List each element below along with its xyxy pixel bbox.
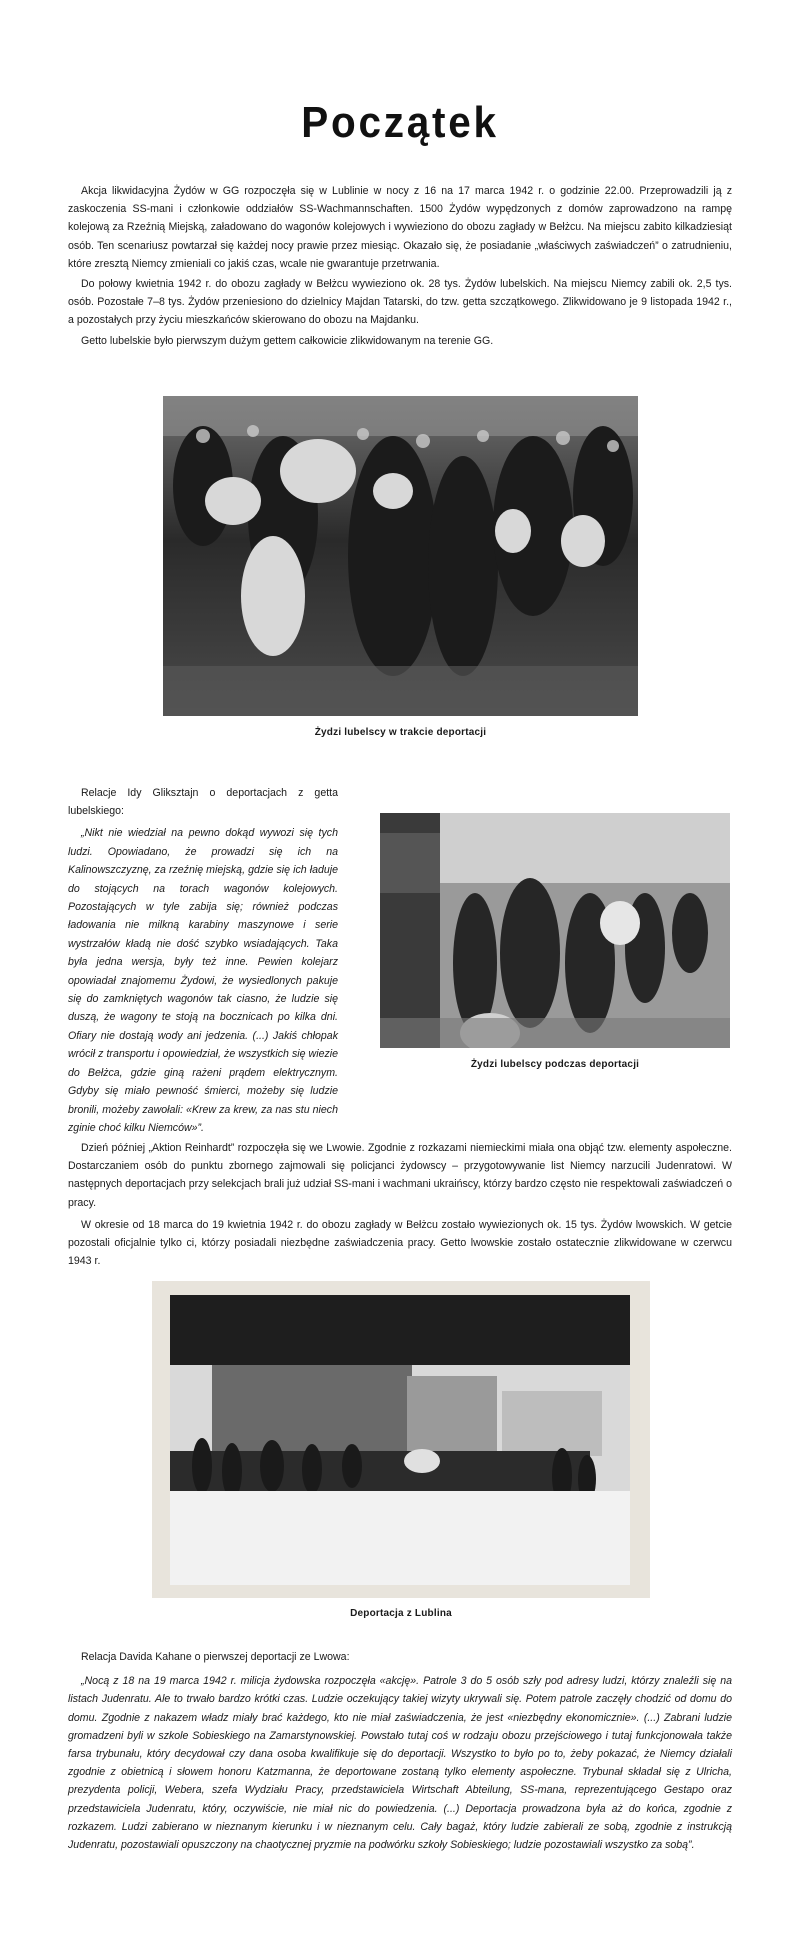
photo-caption-3: Deportacja z Lublina xyxy=(350,1608,452,1619)
relacja-1 xyxy=(68,784,338,1137)
relacja-2-quote: „Nocą z 18 na 19 marca 1942 r. milicja żydowska rozpoczęła «akcję». Patrole 3 do 5 osób szły pod adresy ludzi, którzy znaleźli się na listach Judenratu. Ale to trwało bardzo krótki czas. Ludzie oczekujący takiej wizyty ukrywali się. Potem patrole zaczęły chodzić od domu do domu. Zgodnie z nakazem władz miały brać każdego, kto nie miał zaświadczenia, że jest «niezbędny ekonomicznie». (...) Zabrani ludzie gromadzeni byli w szkole Sobieskiego na Zamarstynowskiej. Powstało tutaj coś w rodzaju obozu przejściowego i tutaj funkcjonowała także farsa trybunału, który decydował czy dana osoba kwalifikuje się do deportacji. Wszystko to było po to, żeby pokazać, że Niemcy działali zgodnie z obietnicą i słowem honoru Katzmanna, że deportowane zostaną tylko elementy aspołeczne. Trybunał składał się z Ulricha, prezydenta policji, Webera, szefa Wydziału Pracy, przedstawiciela Wirtschaft Abteilung, SS-mana, reprezentującego Gestapo oraz przedstawiciela Judenratu, który, oczywiście, nie miał nic do powiedzenia. (...) Deportacja prowadzona była aż do końca, zgodnie z rozkazem. Ludzi zabierano w nieznanym kierunku i w nieznanym celu. Cały bagaż, który ludzie zabierali ze sobą, zgodnie z instrukcją Judenratu, pozostawiali opuszczony na chaotycznej pryzmie na podwórku szkoły Sobieskiego; ludzie pozostawiali wszystko za sobą”. xyxy=(68,1675,732,1852)
photo-lublin-deportation-crowd xyxy=(163,396,638,716)
photo-caption-2: Żydzi lubelscy podczas deportacji xyxy=(470,1059,640,1070)
photo-lublin-jews-deportation xyxy=(380,813,730,1048)
intro-paragraph-1: Akcja likwidacyjna Żydów w GG rozpoczęła się w Lublinie w nocy z 16 na 17 marca 1942 r. o godzinie 22.00. Przeprowadzili ją z zaskoczenia SS-mani i członkowie oddziałów SS-Wachmannschaften. 1500 Żydów wypędzonych z domów zaprowadzono na rampę kolejową za Rzeźnią Miejską, załadowano do wagonów kolejowych i wywieziono do obozu zagłady w Bełżcu. Na miejscu zabito kilkadziesiąt osób. Ten scenariusz powtarzał się każdej nocy prawie przez miesiąc. Okazało się, że posiadanie „właściwych zaświadczeń” o zatrudnieniu, które zresztą Niemcy zmieniali co jakiś czas, wcale nie gwarantuje przetrwania. xyxy=(68,185,732,270)
intro-text xyxy=(68,182,732,350)
relacja-1-quote: „Nikt nie wiedział na pewno dokąd wywozi się tych ludzi. Opowiadano, że prowadzi się ich na Kalinowszczyznę, za rzeźnię miejską, gdzie się ich ładuje do stojących na torach wagonów kolejowych. Pozostających w tyle zabija się; również podczas ładowania nie milkną karabiny maszynowe i serie wystrzałów kładą nie dość szybko wsiadających. Taka była jedna wersja, były też inne. Pewien kolejarz opowiadał znajomemu Żydowi, że wysiedlonych pakuje się do zamkniętych wagonów tak ciasno, że ludzie się duszą, że wagony te stoją na bocznicach po kilka dni. Ofiary nie dostają wody ani jedzenia. (...) Jakiś chłopak wrócił z transportu i opowiedział, że wszystkich się wiezie do Bełżca, gdzie giną rażeni prądem elektrycznym. Gdyby się miało pewność śmierci, możeby się ludzie bronili, możeby zawołali: «Krew za krew, za nas stu niech zginie choć kilku Niemców»”. xyxy=(68,827,338,1134)
relacja-1-heading: Relacje Idy Gliksztajn o deportacjach z getta lubelskiego: xyxy=(68,787,338,818)
page-title: Początek xyxy=(301,98,499,147)
lwow-paragraph-1: Dzień później „Aktion Reinhardt” rozpoczęła się we Lwowie. Zgodnie z rozkazami niemieckimi miała ona objąć tzw. elementy aspołeczne. Dostarczaniem osób do punktu zbornego zajmowali się policjanci żydowscy – przygotowywanie list Niemcy narzucili Judenratowi. W następnych deportacjach przy selekcjach brali już udział SS-mani i wachmani ukraińscy, którzy bardzo często nie respektowali zaświadczeń o pracy. xyxy=(68,1142,732,1209)
lwow-paragraph-2: W okresie od 18 marca do 19 kwietnia 1942 r. do obozu zagłady w Bełżcu zostało wywiezionych ok. 15 tys. Żydów lwowskich. W getcie pozostali oficjalnie tylko ci, którzy posiadali niezbędne zaświadczenia pracy. Getto lwowskie zostało ostatecznie zlikwidowane w czerwcu 1943 r. xyxy=(68,1218,732,1268)
relacja-2 xyxy=(68,1648,732,1854)
lwow-text xyxy=(68,1139,732,1270)
intro-paragraph-2: Do połowy kwietnia 1942 r. do obozu zagłady w Bełżcu wywieziono ok. 28 tys. Żydów lubelskich. Na miejscu Niemcy zabili ok. 2,5 tys. osób. Pozostałe 7–8 tys. Żydów przeniesiono do dzielnicy Majdan Tatarski, do tzw. getta szczątkowego. Zlikwidowano je 9 listopada 1942 r., a pozostałych przy życiu mieszkańców skierowano do obozu na Majdanku. xyxy=(68,278,732,327)
relacja-2-heading: Relacja Davida Kahane o pierwszej deportacji ze Lwowa: xyxy=(81,1651,350,1663)
photo-deportation-from-lublin xyxy=(152,1281,650,1598)
intro-paragraph-3: Getto lubelskie było pierwszym dużym gettem całkowicie zlikwidowanym na terenie GG. xyxy=(81,334,494,347)
photo-caption-1: Żydzi lubelscy w trakcie deportacji xyxy=(314,727,487,738)
